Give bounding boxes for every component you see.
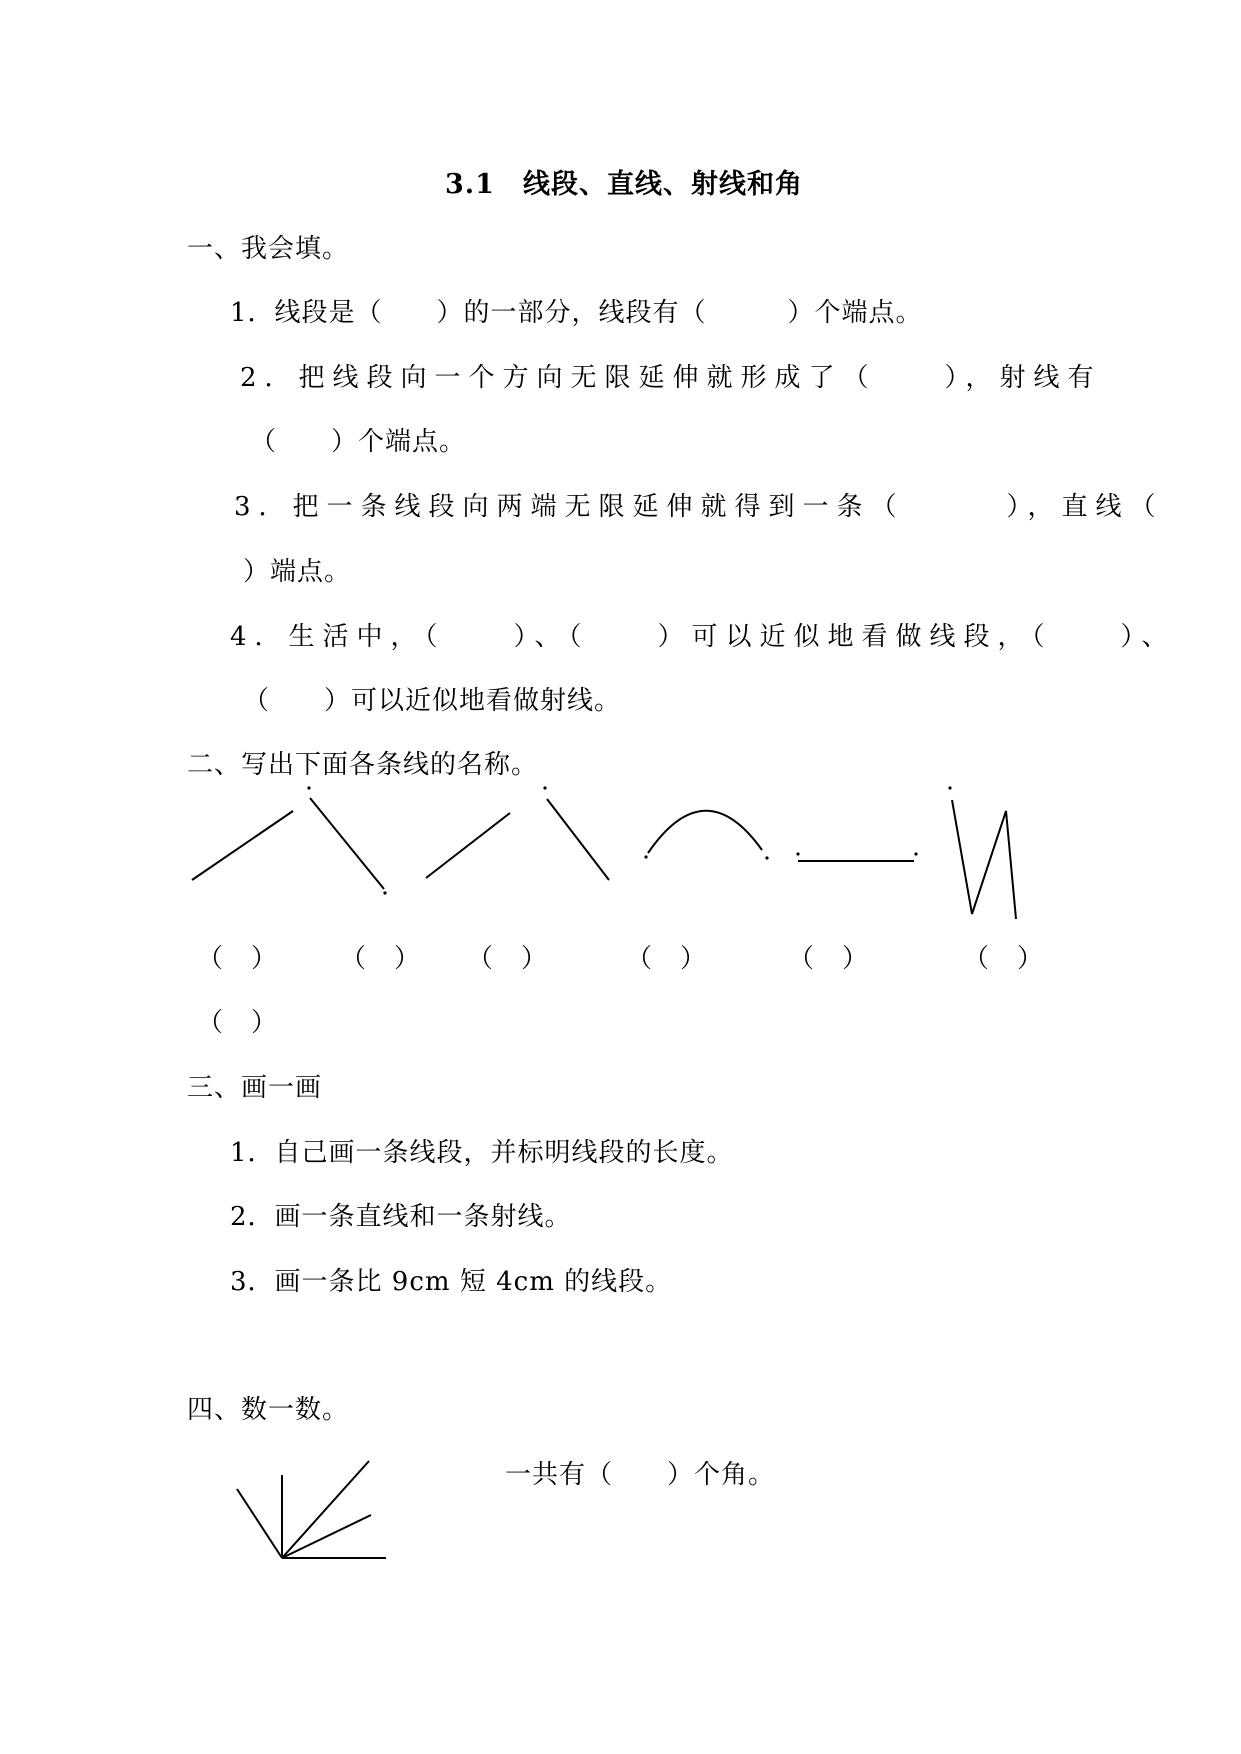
section-4-heading: 四、数一数。 xyxy=(187,1395,350,1425)
answer-blank-7[interactable]: （ ） xyxy=(197,1008,279,1038)
answer-blank-1[interactable]: （ ） xyxy=(197,944,279,974)
question-1-1: 1．线段是（ ）的一部分，线段有（ ）个端点。 xyxy=(230,298,923,328)
answer-blank-4[interactable]: （ ） xyxy=(626,944,708,974)
question-1-3-line2: ）端点。 xyxy=(243,557,352,587)
page-title: 3.1 线段、直线、射线和角 xyxy=(445,169,803,200)
answer-blank-6[interactable]: （ ） xyxy=(963,944,1045,974)
section-1-heading: 一、我会填。 xyxy=(187,234,350,264)
figure-zigzag-7 xyxy=(948,786,1016,919)
question-1-3-line1: 3．把一条线段向两端无限延伸就得到一条（ ），直线（ xyxy=(234,492,1164,522)
section-3-heading: 三、画一画 xyxy=(187,1073,323,1103)
question-1-4-line2: （ ）可以近似地看做射线。 xyxy=(243,686,622,716)
answer-blank-5[interactable]: （ ） xyxy=(788,944,870,974)
figure-line-1 xyxy=(192,811,293,880)
figure-line-2 xyxy=(307,786,386,894)
section-2-heading: 二、写出下面各条线的名称。 xyxy=(187,750,539,780)
figure-curve-5 xyxy=(644,811,768,860)
drawing-task-2: 2．画一条直线和一条射线。 xyxy=(230,1202,572,1232)
answer-blank-2[interactable]: （ ） xyxy=(340,944,422,974)
figure-line-4 xyxy=(543,786,609,880)
question-1-2-line2: （ ）个端点。 xyxy=(250,427,467,457)
angle-fan-figure xyxy=(237,1461,386,1558)
figure-segment-6 xyxy=(796,852,917,861)
question-1-4-line1: 4．生活中，（ ）、（ ）可以近似地看做线段，（ ）、 xyxy=(230,622,1176,652)
drawing-task-3: 3．画一条比 9cm 短 4cm 的线段。 xyxy=(230,1267,673,1297)
answer-blank-3[interactable]: （ ） xyxy=(467,944,549,974)
drawing-task-1: 1．自己画一条线段，并标明线段的长度。 xyxy=(230,1138,734,1168)
count-angles-question: 一共有（ ）个角。 xyxy=(505,1460,776,1490)
figure-line-3 xyxy=(426,813,510,878)
question-1-2-line1: 2．把线段向一个方向无限延伸就形成了（ ），射线有 xyxy=(240,363,1102,393)
